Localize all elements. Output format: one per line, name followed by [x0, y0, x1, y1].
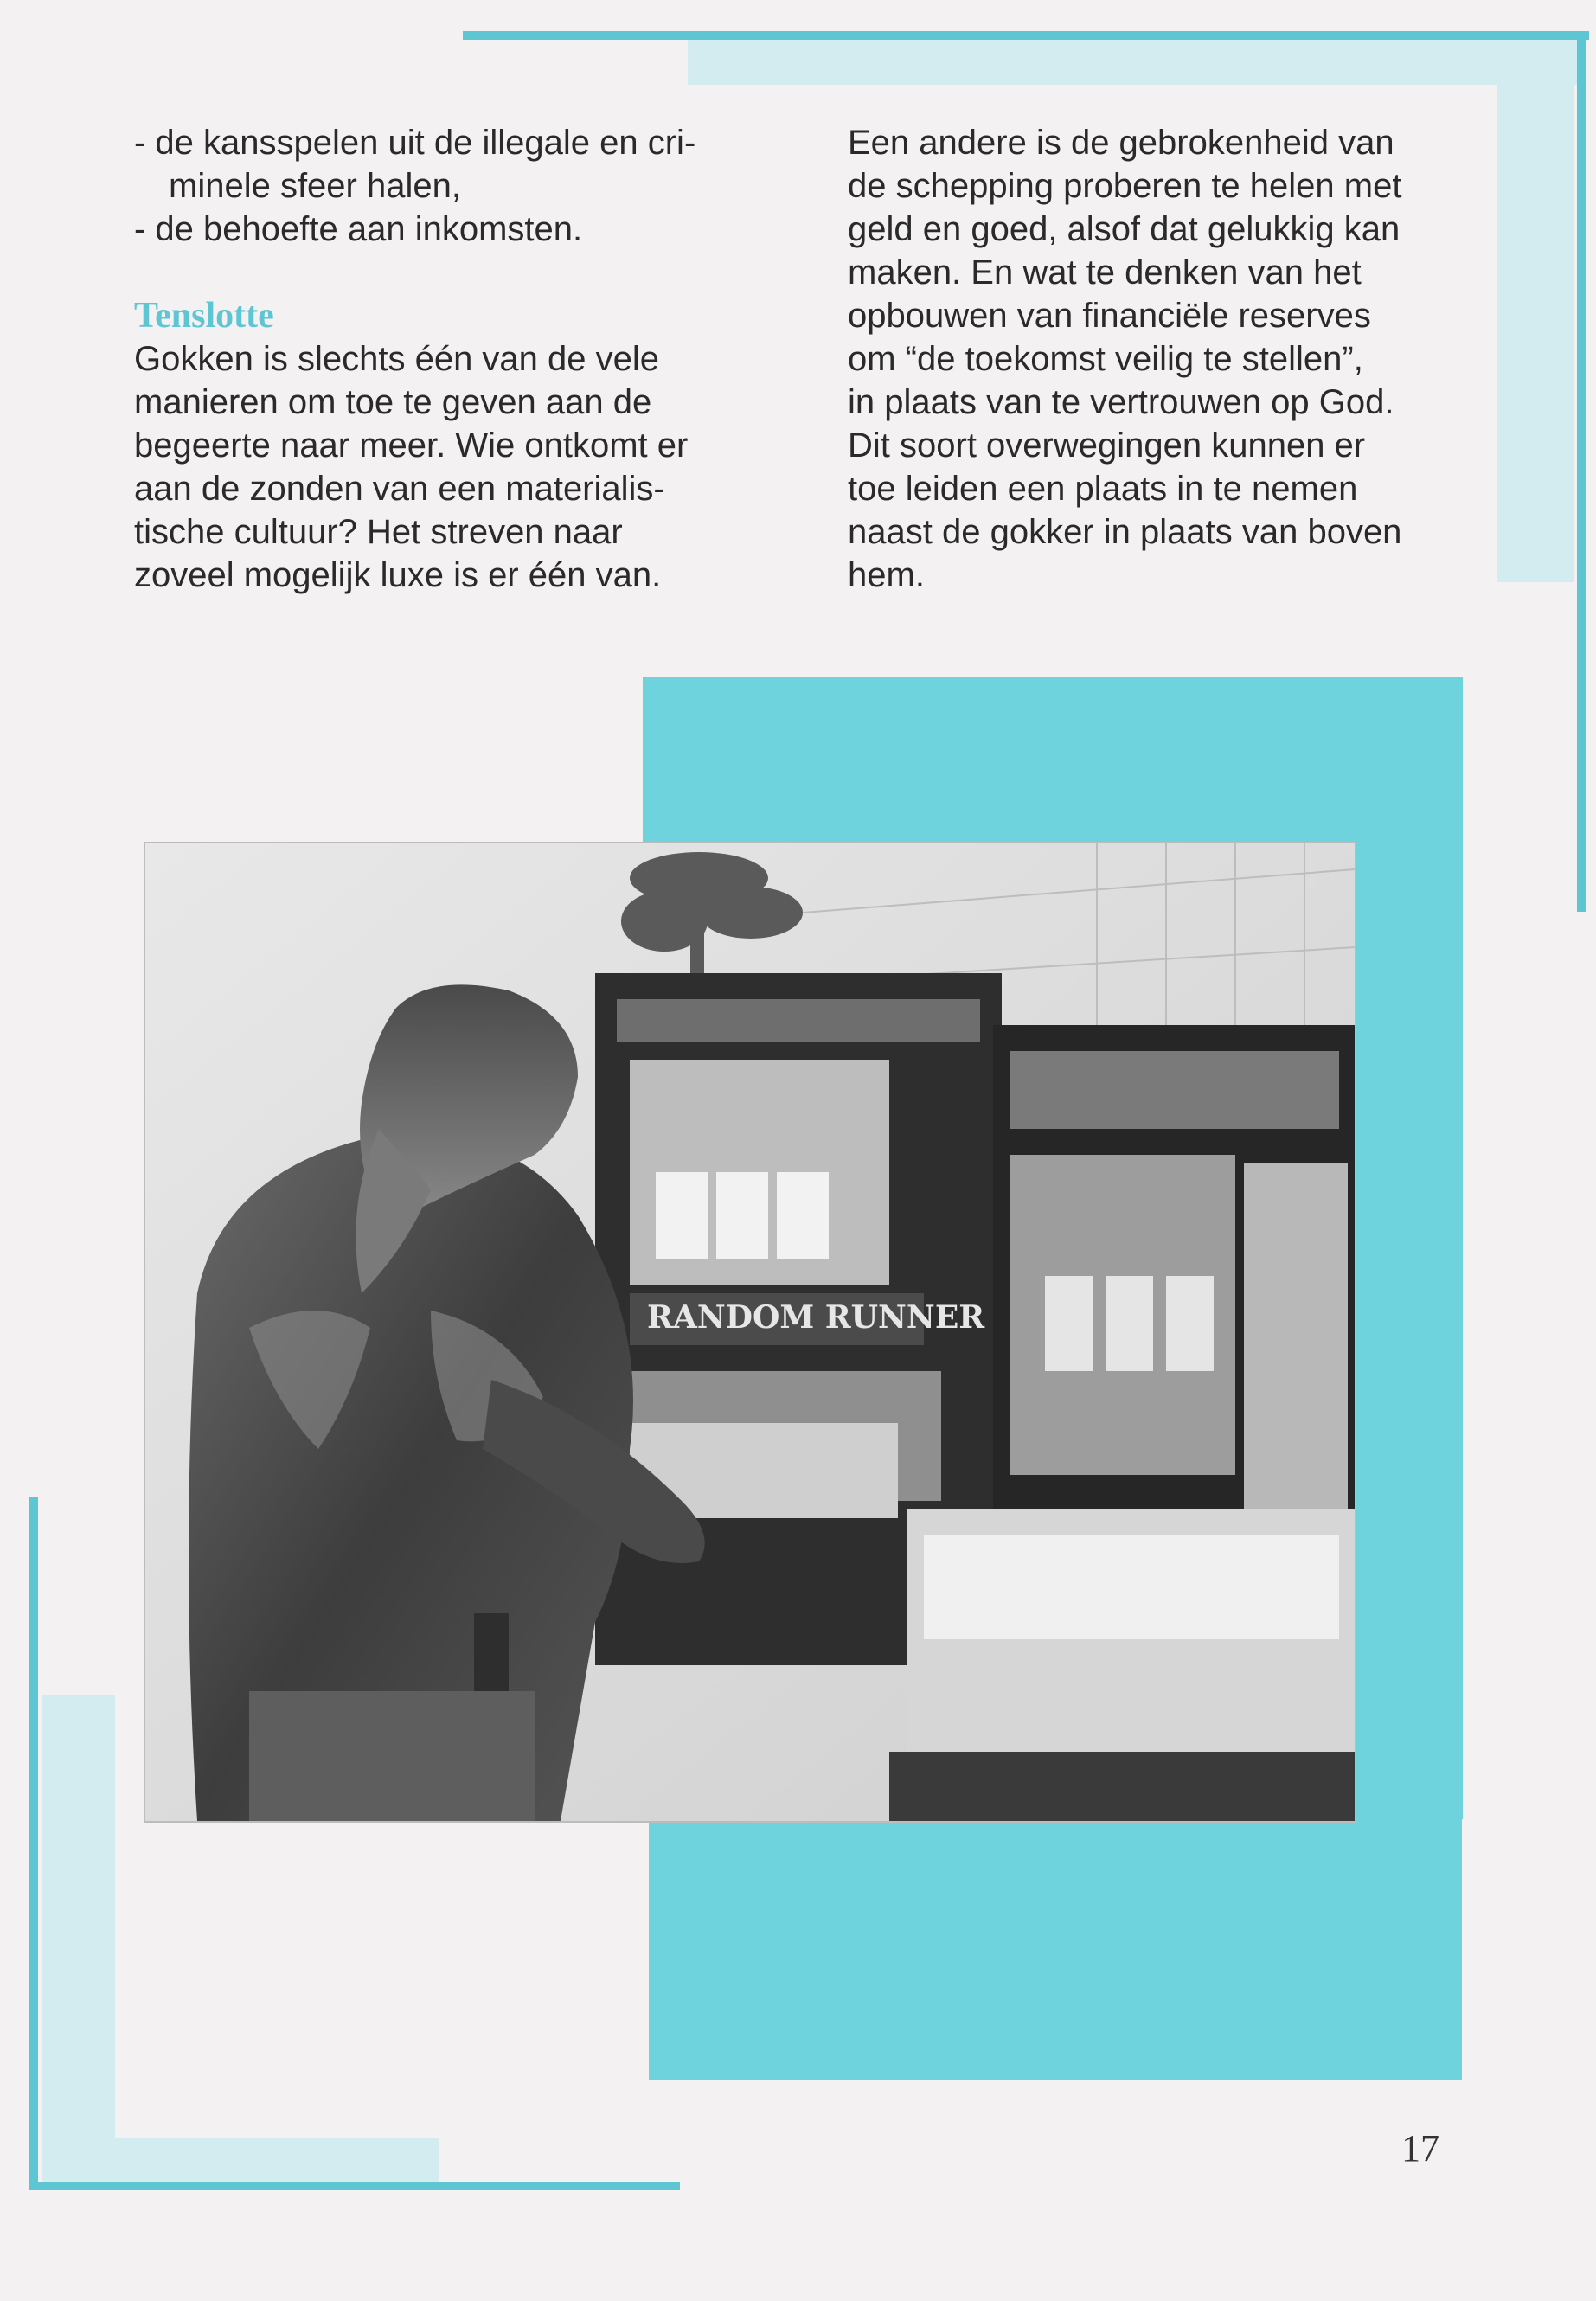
paragraph-line: om “de toekomst veilig te stellen”,: [848, 340, 1363, 378]
paragraph-line: Een andere is de gebrokenheid van: [848, 124, 1394, 162]
paragraph-line: toe leiden een plaats in te nemen: [848, 470, 1358, 508]
bottom-accent-line: [29, 2182, 680, 2190]
paragraph-line: naast de gokker in plaats van boven: [848, 513, 1402, 551]
right-text-column: [848, 121, 1471, 597]
left-text-column: [134, 121, 792, 597]
bullet-line: - de behoefte aan inkomsten.: [134, 210, 583, 248]
paragraph-line: opbouwen van financiële reserves: [848, 297, 1371, 335]
paragraph-line: geld en goed, alsof dat gelukkig kan: [848, 210, 1401, 248]
right-accent-line: [1577, 31, 1586, 912]
page-number: 17: [1401, 2127, 1439, 2170]
paragraph-line: zoveel mogelijk luxe is er één van.: [134, 556, 662, 594]
section-heading: Tenslotte: [134, 296, 274, 336]
bullet-line: - de kansspelen uit de illegale en cri-: [134, 124, 696, 162]
left-accent-line: [29, 1497, 38, 2189]
paragraph-line: maken. En wat te denken van het: [848, 253, 1362, 292]
paragraph-line: hem.: [848, 556, 925, 594]
bottom-accent-band: [115, 2138, 439, 2182]
left-accent-band: [42, 1695, 115, 2182]
photo-backdrop-top: [643, 677, 1463, 842]
slot-machine-photo: [144, 842, 1356, 1823]
photo-backdrop-right: [1354, 842, 1463, 1819]
paragraph-line: in plaats van te vertrouwen op God.: [848, 383, 1394, 421]
paragraph-line: Dit soort overwegingen kunnen er: [848, 426, 1366, 465]
paragraph-line: aan de zonden van een materialis-: [134, 470, 665, 508]
paragraph-line: begeerte naar meer. Wie ontkomt er: [134, 426, 689, 465]
paragraph-line: manieren om toe te geven aan de: [134, 383, 652, 421]
right-accent-band: [1497, 85, 1574, 582]
paragraph-line: tische cultuur? Het streven naar: [134, 513, 623, 551]
machine-sign: RANDOM RUNNER: [647, 1299, 985, 1336]
paragraph-line: Gokken is slechts één van de vele: [134, 340, 660, 378]
top-accent-line: [463, 31, 1589, 40]
photo-backdrop-bottom: [649, 1819, 1462, 2080]
top-accent-band: [688, 40, 1579, 85]
paragraph-line: de schepping proberen te helen met: [848, 167, 1402, 205]
bullet-line: minele sfeer halen,: [169, 167, 461, 205]
